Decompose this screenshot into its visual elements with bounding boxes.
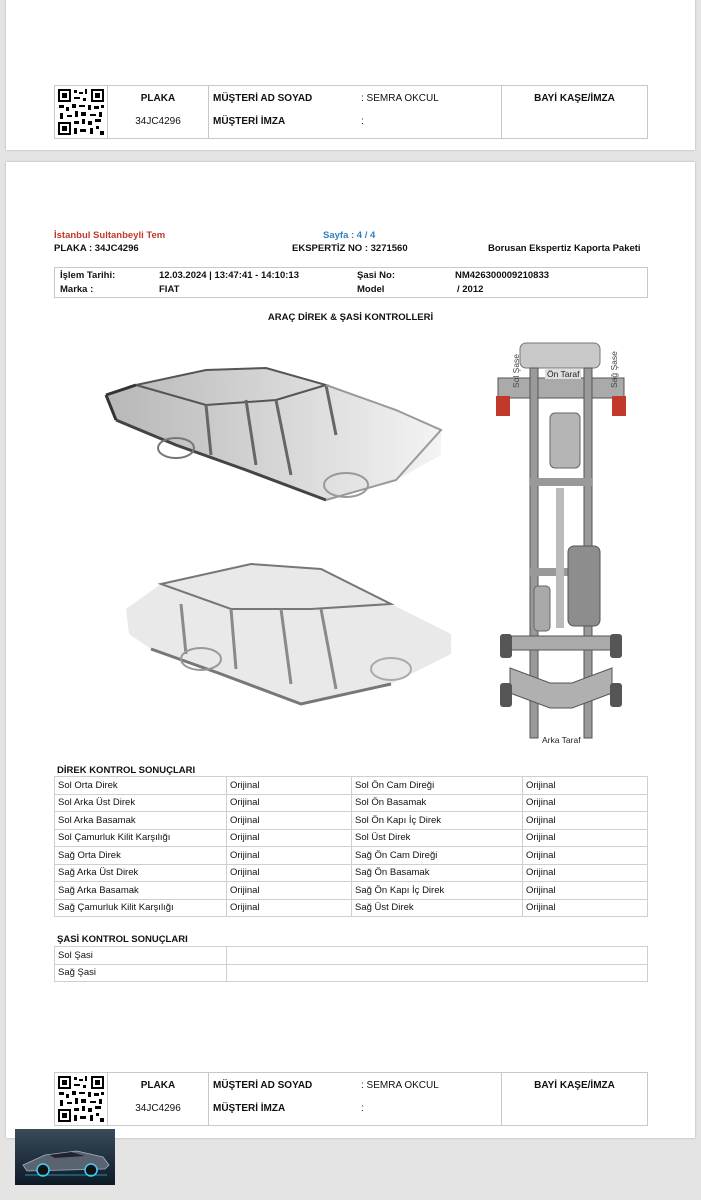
marka-label: Marka :: [60, 284, 94, 295]
bayi-cell: [501, 1073, 647, 1125]
bayi-cell: [501, 86, 647, 138]
musteri-imza-label: MÜŞTERİ İMZA: [213, 1103, 286, 1114]
sasi-no-value: NM426300009210833: [455, 270, 550, 281]
sasi-result-cell: [227, 947, 648, 965]
musteri-ad-label: MÜŞTERİ AD SOYAD: [213, 93, 313, 104]
direk-result-cell: Orijinal: [227, 899, 352, 917]
musteri-ad-value: : SEMRA OKCUL: [361, 93, 439, 104]
direk-row: [55, 829, 648, 847]
musteri-ad-label: MÜŞTERİ AD SOYAD: [213, 1080, 313, 1091]
direk-name-cell: Sol Arka Üst Direk: [55, 794, 227, 812]
car-body-left-illustration: [121, 554, 461, 714]
direk-name-cell: Sağ Ön Basamak: [352, 864, 523, 882]
musteri-imza-label: MÜŞTERİ İMZA: [213, 116, 286, 127]
direk-result-cell: Orijinal: [227, 864, 352, 882]
direk-name-cell: Sağ Üst Direk: [352, 899, 523, 917]
direk-name-cell: Sağ Orta Direk: [55, 847, 227, 865]
plaka-label: PLAKA: [140, 93, 176, 104]
direk-row: [55, 882, 648, 900]
signature-footer-2: [54, 1072, 648, 1126]
car-body-right-illustration: [96, 360, 446, 520]
sol-sase-label: Sol Şase: [511, 353, 521, 388]
direk-name-cell: Sol Orta Direk: [55, 777, 227, 795]
direk-result-cell: Orijinal: [523, 812, 648, 830]
bayi-label: BAYİ KAŞE/İMZA: [534, 1080, 615, 1091]
vehicle-info-box: [54, 267, 648, 298]
sasi-no-label: Şasi No:: [357, 270, 396, 281]
islem-tarihi-value: 12.03.2024 | 13:47:41 - 14:10:13: [159, 270, 299, 281]
sasi-row: [55, 964, 648, 982]
direk-name-cell: Sol Arka Basamak: [55, 812, 227, 830]
direk-name-cell: Sol Ön Kapı İç Direk: [352, 812, 523, 830]
direk-results-title: DİREK KONTROL SONUÇLARI: [57, 765, 196, 776]
direk-row: [55, 864, 648, 882]
sasi-row: [55, 947, 648, 965]
plaka-label: PLAKA: [140, 1080, 176, 1091]
sasi-results-title: ŞASİ KONTROL SONUÇLARI: [57, 934, 188, 945]
direk-name-cell: Sağ Arka Üst Direk: [55, 864, 227, 882]
direk-row: [55, 899, 648, 917]
signature-footer: [54, 85, 648, 139]
plaka-value: 34JC4296: [135, 1103, 181, 1114]
header-plaka: PLAKA : 34JC4296: [54, 243, 139, 254]
direk-name-cell: Sol Çamurluk Kilit Karşılığı: [55, 829, 227, 847]
sag-sase-label: Sağ Şase: [609, 351, 619, 388]
marka-value: FIAT: [159, 284, 180, 295]
qr-code-icon: [57, 88, 105, 136]
plaka-value: 34JC4296: [135, 116, 181, 127]
on-taraf-label: Ön Taraf: [547, 369, 580, 379]
direk-name-cell: Sağ Çamurluk Kilit Karşılığı: [55, 899, 227, 917]
direk-result-cell: Orijinal: [523, 899, 648, 917]
direk-result-cell: Orijinal: [523, 794, 648, 812]
direk-result-cell: Orijinal: [227, 812, 352, 830]
car-thumbnail-image[interactable]: [15, 1129, 115, 1185]
sasi-results-table: [54, 946, 648, 982]
package-name: Borusan Ekspertiz Kaporta Paketi: [488, 243, 641, 254]
model-value: / 2012: [457, 284, 484, 295]
direk-row: [55, 794, 648, 812]
plaka-cell: [107, 1073, 209, 1125]
musteri-imza-value: :: [361, 1103, 364, 1114]
sasi-name-cell: Sağ Şasi: [55, 964, 227, 982]
arka-taraf-label: Arka Taraf: [542, 735, 581, 745]
report-page: [6, 162, 695, 1138]
direk-row: [55, 847, 648, 865]
direk-result-cell: Orijinal: [227, 777, 352, 795]
direk-name-cell: Sağ Ön Kapı İç Direk: [352, 882, 523, 900]
musteri-imza-value: :: [361, 116, 364, 127]
direk-result-cell: Orijinal: [227, 882, 352, 900]
sasi-result-cell: [227, 964, 648, 982]
direk-row: [55, 777, 648, 795]
direk-result-cell: Orijinal: [523, 829, 648, 847]
direk-result-cell: Orijinal: [227, 829, 352, 847]
direk-name-cell: Sol Ön Basamak: [352, 794, 523, 812]
direk-name-cell: Sağ Ön Cam Direği: [352, 847, 523, 865]
qr-code-icon: [57, 1075, 105, 1123]
page-number: Sayfa : 4 / 4: [323, 230, 376, 241]
direk-result-cell: Orijinal: [523, 777, 648, 795]
plaka-cell: [107, 86, 209, 138]
sasi-name-cell: Sol Şasi: [55, 947, 227, 965]
islem-tarihi-label: İşlem Tarihi:: [60, 270, 116, 281]
direk-result-cell: Orijinal: [523, 882, 648, 900]
direk-result-cell: Orijinal: [523, 864, 648, 882]
direk-result-cell: Orijinal: [227, 794, 352, 812]
bayi-label: BAYİ KAŞE/İMZA: [534, 93, 615, 104]
musteri-ad-value: : SEMRA OKCUL: [361, 1080, 439, 1091]
chassis-illustration: [490, 338, 632, 748]
direk-name-cell: Sağ Arka Basamak: [55, 882, 227, 900]
direk-name-cell: Sol Üst Direk: [352, 829, 523, 847]
ekspertiz-no: EKSPERTİZ NO : 3271560: [292, 243, 408, 254]
direk-row: [55, 812, 648, 830]
previous-page: [6, 0, 695, 150]
direk-results-table: [54, 776, 648, 917]
branch-name: İstanbul Sultanbeyli Tem: [54, 230, 166, 241]
direk-result-cell: Orijinal: [523, 847, 648, 865]
model-label: Model: [357, 284, 385, 295]
section-title: ARAÇ DİREK & ŞASİ KONTROLLERİ: [267, 312, 434, 323]
direk-name-cell: Sol Ön Cam Direği: [352, 777, 523, 795]
direk-result-cell: Orijinal: [227, 847, 352, 865]
